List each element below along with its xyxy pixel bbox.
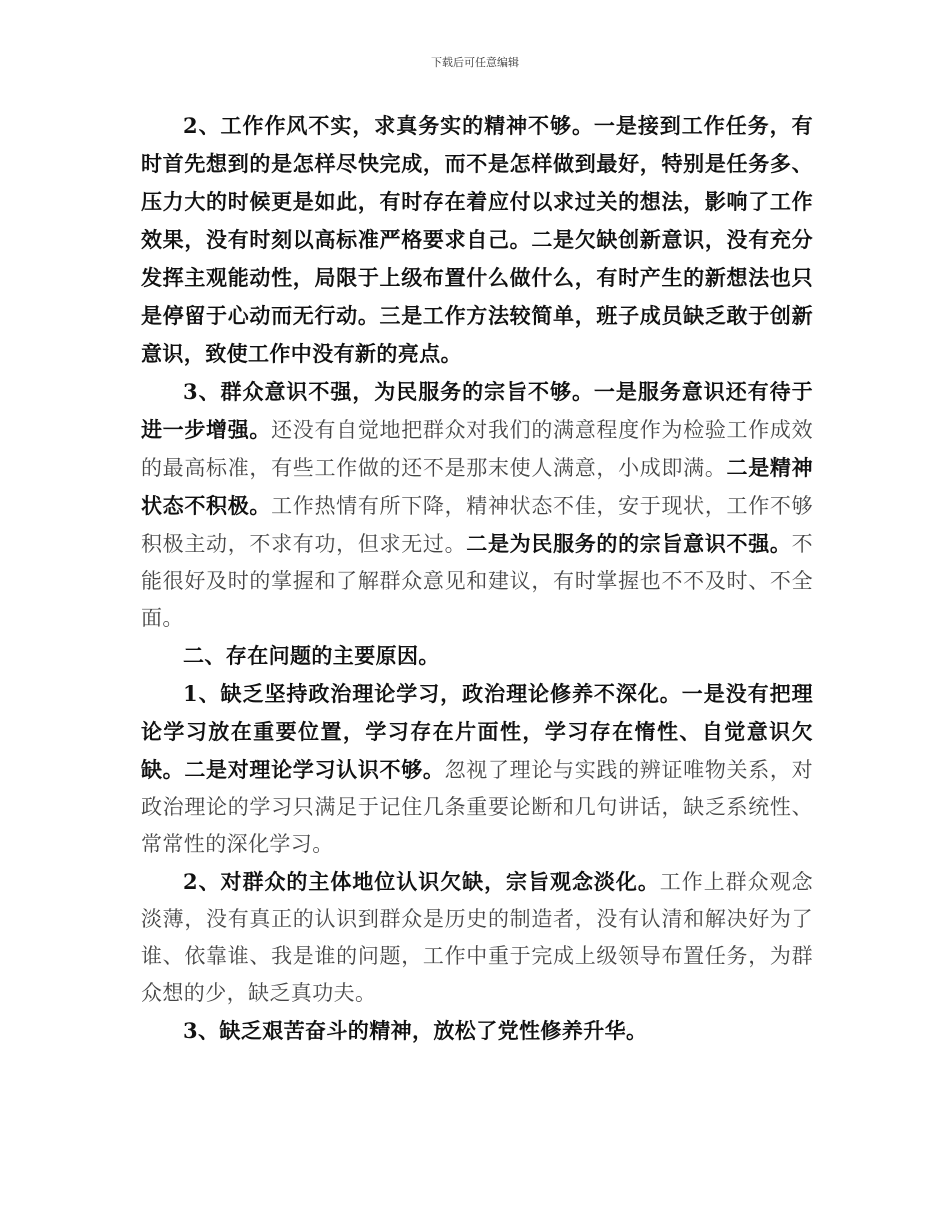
page-header: 下载后可任意编辑 xyxy=(431,56,519,69)
text-run: 3、群众意识不强，为民服务的宗旨不够。一是服务意识还有待于进一步增强。 xyxy=(141,379,813,442)
text-run: 不能很好及时的掌握和了解群众意见和建议，有时掌握也不不及时、不全面。 xyxy=(141,532,813,630)
text-run: 忽视了理论与实践的辨证唯物关系，对政治理论的学习只满足于记住几条重要论断和几句讲话，缺乏系统性、常常性的深化学习。 xyxy=(141,758,813,856)
document-body xyxy=(141,107,813,1050)
paragraph-mass-awareness xyxy=(141,373,813,637)
text-run: 还没有自觉地把群众对我们的满意程度作为检验工作成效的最高标准，有些工作做的还不是那末使人满意，小成即满。 xyxy=(141,418,813,480)
paragraph-work-style xyxy=(141,107,813,373)
text-run: 2、对群众的主体地位认识欠缺，宗旨观念淡化。 xyxy=(183,869,660,894)
text-run: 工作热情有所下降，精神状态不佳，安于现状，工作不够积极主动，不求有功，但求无过。 xyxy=(141,494,813,556)
paragraph-theory-study xyxy=(141,675,813,863)
text-run: 二是为民服务的的宗旨意识不强。 xyxy=(466,531,792,556)
text-run: 2、工作作风不实，求真务实的精神不够。一是接到工作任务，有时首先想到的是怎样尽快完成，而不是怎样做到最好，特别是任务多、压力大的时候更是如此，有时存在着应付以求过关的想法，影响了工作效果，没有时刻以高标准严格要求自己。二是欠缺创新意识，没有充分发挥主观能动性，局限于上级布置什么做什么，有时产生的新想法也只是停留于心动而无行动。三是工作方法较简单，班子成员缺乏敢于创新意识，致使工作中没有新的亮点。 xyxy=(141,113,813,366)
text-run: 3、缺乏艰苦奋斗的精神，放松了党性修养升华。 xyxy=(183,1018,648,1043)
paragraph-hard-work xyxy=(141,1012,813,1050)
text-run: 二是精神状态不积极。 xyxy=(141,455,813,518)
text-run: 二、存在问题的主要原因。 xyxy=(183,643,440,668)
text-run: 1、缺乏坚持政治理论学习，政治理论修养不深化。一是没有把理论学习放在重要位置，学习存在片面性，学习存在惰性、自觉意识欠缺。二是对理论学习认识不够。 xyxy=(141,681,813,782)
section-heading-causes xyxy=(141,637,813,675)
paragraph-mass-status xyxy=(141,863,813,1012)
text-run: 工作上群众观念淡薄，没有真正的认识到群众是历史的制造者，没有认清和解决好为了谁、依靠谁、我是谁的问题，工作中重于完成上级领导布置任务，为群众想的少，缺乏真功夫。 xyxy=(141,870,813,1005)
